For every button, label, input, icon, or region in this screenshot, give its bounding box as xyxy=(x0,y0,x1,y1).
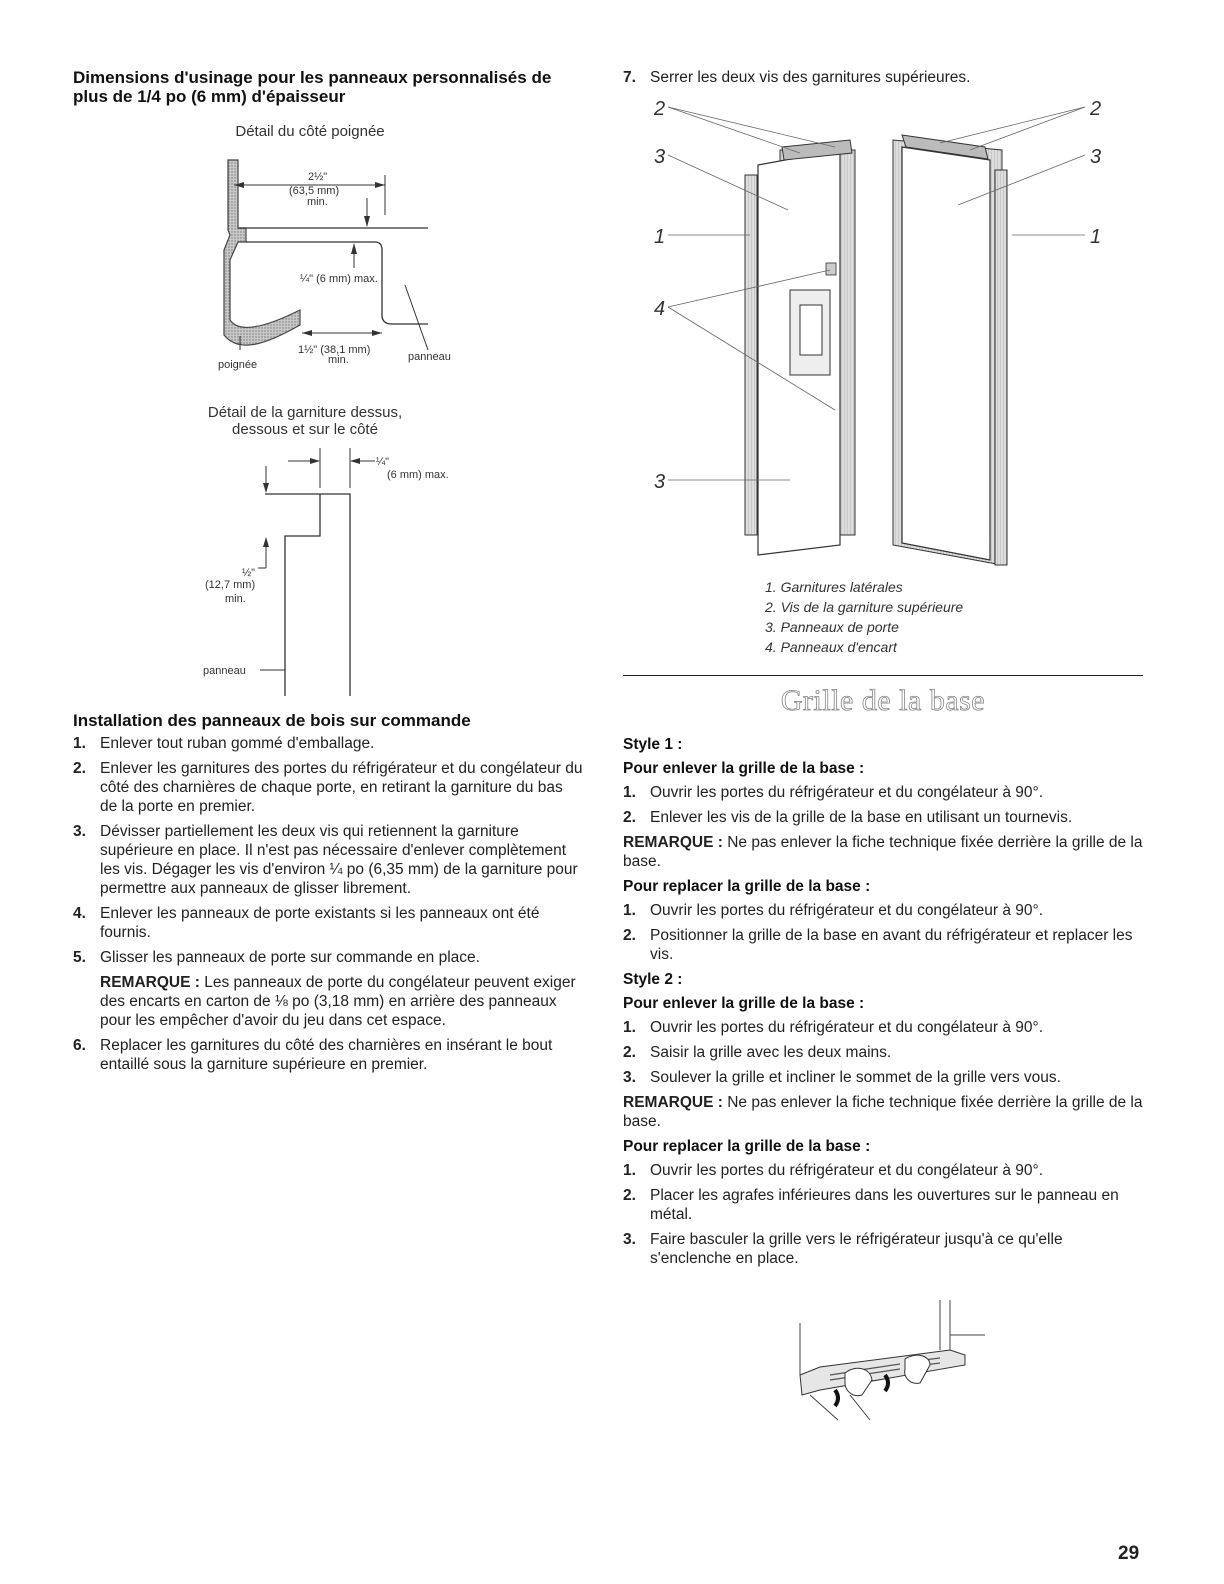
label-panel-1: panneau xyxy=(408,351,451,363)
step-text: Enlever les garnitures des portes du réfrigérateur et du congélateur du côté des charnières de chaque porte, en retirant la garniture du bas de la porte en premier. xyxy=(100,760,583,815)
step-number: 2. xyxy=(623,809,636,826)
callout-4: 4 xyxy=(654,298,666,320)
step-text: Saisir la grille avec les deux mains. xyxy=(650,1044,892,1061)
step-number: 2. xyxy=(623,927,636,944)
list-item xyxy=(623,1018,1143,1037)
note-text: Ne pas enlever la fiche technique fixée derrière la grille de la base. xyxy=(623,834,1143,870)
step-number: 7. xyxy=(623,69,636,86)
list-item xyxy=(73,904,583,942)
list-item xyxy=(623,1230,1143,1268)
list-item xyxy=(73,759,583,816)
callout-2-left: 2 xyxy=(654,98,666,120)
detail2-caption-line2: dessous et sur le côté xyxy=(232,421,378,438)
step-text: Ouvrir les portes du réfrigérateur et du congélateur à 90°. xyxy=(650,902,1044,919)
note-text: Ne pas enlever la fiche technique fixée derrière la grille de la base. xyxy=(623,1094,1143,1130)
callout-1-right: 1 xyxy=(1090,226,1102,248)
list-item xyxy=(623,1186,1143,1224)
label-panel-2: panneau xyxy=(203,665,246,677)
detail2-caption-line1: Détail de la garniture dessus, xyxy=(207,404,403,421)
callout-3-left: 3 xyxy=(654,146,666,168)
section-divider xyxy=(623,675,1143,676)
handle-side-diagram xyxy=(210,150,470,380)
legend-item: 2. Vis de la garniture supérieure xyxy=(765,599,964,615)
step-number: 1. xyxy=(623,1019,636,1036)
step-number: 2. xyxy=(623,1187,636,1204)
diagram-legend xyxy=(765,577,1065,657)
left-column xyxy=(73,68,583,106)
trim-dim-quarter-mm: (6 mm) max. xyxy=(387,469,449,481)
list-item xyxy=(623,1043,1143,1062)
note-label: REMARQUE : xyxy=(623,1094,723,1111)
dim-1-5-min: min. xyxy=(328,354,349,366)
door-panels-diagram xyxy=(640,95,1120,575)
left-hand xyxy=(845,1368,872,1395)
style2-label: Style 2 : xyxy=(623,971,683,988)
step-text: Serrer les deux vis des garnitures supérieures. xyxy=(650,69,971,86)
detail2-caption xyxy=(185,404,425,438)
dim-1-5-label: 1½" (38,1 mm) xyxy=(298,344,371,356)
list-item xyxy=(73,948,583,967)
step-text: Dévisser partiellement les deux vis qui retiennent la garniture supérieure en place. Il n'est pas nécessaire d'enlever complètement les vis. Dégager les vis d'environ ¼ po (6,35 mm) de la garniture pour permettre aux panneaux de glisser librement. xyxy=(100,823,578,897)
step5-note-label: REMARQUE : xyxy=(100,974,200,991)
callout-2-right: 2 xyxy=(1090,98,1102,120)
section-title: Grille de la base xyxy=(780,684,986,717)
step-number: 3. xyxy=(73,823,86,840)
list-item xyxy=(623,808,1143,827)
step5-note-text: Les panneaux de porte du congélateur peuvent exiger des encarts en carton de ⅛ po (3,18 mm) en arrière des panneaux pour les empêcher d'avoir du jeu dans cet espace. xyxy=(100,974,576,1029)
dim-2-5-mm: (63,5 mm) xyxy=(289,185,340,197)
step-text: Ouvrir les portes du réfrigérateur et du congélateur à 90°. xyxy=(650,784,1044,801)
step-number: 1. xyxy=(623,784,636,801)
list-item xyxy=(623,783,1143,802)
left-side-trim xyxy=(745,175,757,535)
step-text: Placer les agrafes inférieures dans les ouvertures sur le panneau en métal. xyxy=(650,1187,1119,1223)
dim-quarter-label: ¼" (6 mm) max. xyxy=(300,273,378,285)
step-number: 5. xyxy=(73,949,86,966)
trim-detail-diagram xyxy=(190,438,490,700)
s2-remove-steps xyxy=(623,1018,1143,1087)
step-number: 2. xyxy=(623,1044,636,1061)
right-door-panel xyxy=(902,147,990,560)
base-grille-section xyxy=(623,731,1143,1274)
step7 xyxy=(623,68,1143,93)
step-number: 1. xyxy=(73,735,86,752)
list-item xyxy=(73,822,583,898)
note-label: REMARQUE : xyxy=(623,834,723,851)
rotation-arrow-icon xyxy=(885,1375,888,1391)
install-steps xyxy=(73,734,583,967)
s2-replace-heading: Pour replacer la grille de la base : xyxy=(623,1138,871,1155)
callout-3-bottom: 3 xyxy=(654,471,666,493)
list-item xyxy=(623,901,1143,920)
s1-replace-steps xyxy=(623,901,1143,964)
detail1-caption: Détail du côté poignée xyxy=(235,123,385,140)
legend-item: 4. Panneaux d'encart xyxy=(765,639,897,655)
callout-1-left: 1 xyxy=(654,226,666,248)
step-text: Enlever tout ruban gommé d'emballage. xyxy=(100,735,375,752)
s1-remove-heading: Pour enlever la grille de la base : xyxy=(623,760,865,777)
legend-item: 3. Panneaux de porte xyxy=(765,619,899,635)
step-text: Faire basculer la grille vers le réfrigérateur jusqu'à ce qu'elle s'enclenche en place. xyxy=(650,1231,1063,1267)
step-number: 6. xyxy=(73,1037,86,1054)
rotation-arrow-icon xyxy=(835,1390,838,1406)
base-grille-illustration xyxy=(790,1295,990,1425)
s2-note xyxy=(623,1093,1143,1131)
list-item xyxy=(73,734,583,753)
s1-replace-heading: Pour replacer la grille de la base : xyxy=(623,878,871,895)
label-handle: poignée xyxy=(218,359,258,371)
step-text: Enlever les panneaux de porte existants si les panneaux ont été fournis. xyxy=(100,905,540,941)
install-section xyxy=(73,711,583,1080)
step-text: Replacer les garnitures du côté des charnières en insérant le bout entaillé sous la garniture supérieure en premier. xyxy=(100,1037,553,1073)
right-hand xyxy=(905,1355,930,1383)
right-side-trim xyxy=(995,170,1007,565)
install-heading: Installation des panneaux de bois sur commande xyxy=(73,711,471,730)
list-item xyxy=(623,1161,1143,1180)
callout-3-right: 3 xyxy=(1090,146,1102,168)
step-number: 1. xyxy=(623,1162,636,1179)
s1-remove-steps xyxy=(623,783,1143,827)
step5-note xyxy=(73,973,583,1030)
step-number: 2. xyxy=(73,760,86,777)
list-item xyxy=(73,1036,583,1074)
step-number: 4. xyxy=(73,905,86,922)
step-text: Glisser les panneaux de porte sur commande en place. xyxy=(100,949,480,966)
trim-dim-half: ½" xyxy=(242,567,256,579)
step-text: Positionner la grille de la base en avant du réfrigérateur et replacer les vis. xyxy=(650,927,1133,963)
step-number: 3. xyxy=(623,1231,636,1248)
dim-2-5-label: 2½" xyxy=(308,171,328,183)
step-text: Soulever la grille et incliner le sommet de la grille vers vous. xyxy=(650,1069,1061,1086)
trim-dim-half-min: min. xyxy=(225,593,246,605)
style1-label: Style 1 : xyxy=(623,736,683,753)
s2-remove-heading: Pour enlever la grille de la base : xyxy=(623,995,865,1012)
list-item xyxy=(623,1068,1143,1087)
s2-replace-steps xyxy=(623,1161,1143,1268)
trim-dim-quarter: ¼" xyxy=(376,456,390,468)
step-text: Enlever les vis de la grille de la base en utilisant un tournevis. xyxy=(650,809,1073,826)
s1-note xyxy=(623,833,1143,871)
step-number: 3. xyxy=(623,1069,636,1086)
step-text: Ouvrir les portes du réfrigérateur et du congélateur à 90°. xyxy=(650,1019,1044,1036)
trim-dim-half-mm: (12,7 mm) xyxy=(205,579,256,591)
list-item xyxy=(623,926,1143,964)
list-item xyxy=(623,68,1143,87)
step-number: 1. xyxy=(623,902,636,919)
page-number: 29 xyxy=(1118,1543,1140,1564)
step-text: Ouvrir les portes du réfrigérateur et du congélateur à 90°. xyxy=(650,1162,1044,1179)
legend-item: 1. Garnitures latérales xyxy=(765,579,903,595)
dim-2-5-min: min. xyxy=(307,196,328,208)
dimensions-heading: Dimensions d'usinage pour les panneaux personnalisés de plus de 1/4 po (6 mm) d'épaisseur xyxy=(73,68,552,106)
